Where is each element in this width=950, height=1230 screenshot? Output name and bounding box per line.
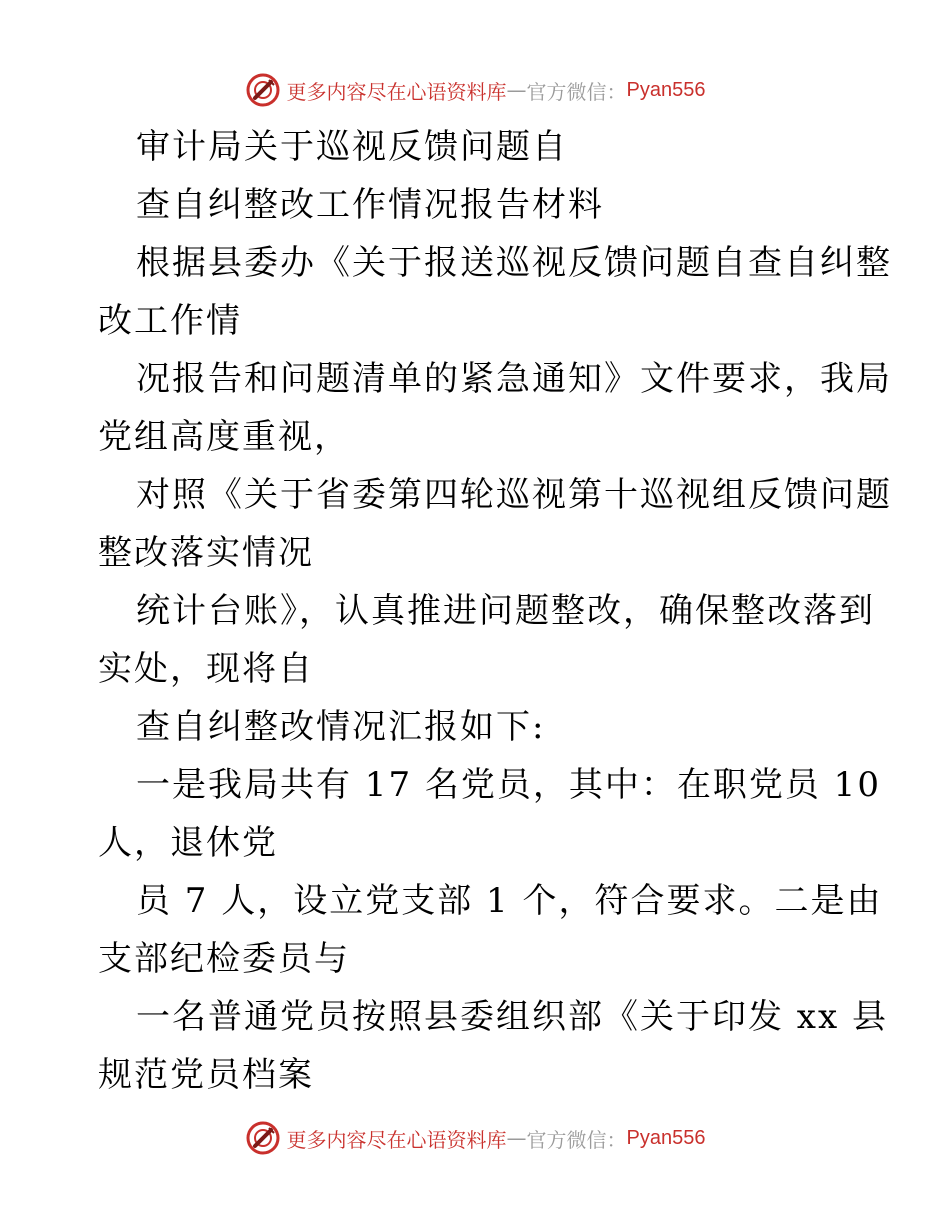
- brand-logo-icon: [245, 72, 281, 108]
- banner-separator: —: [506, 78, 527, 102]
- brand-text: 更多内容尽在心语资料库: [286, 79, 507, 104]
- paragraph-line: 党组高度重视，: [98, 417, 350, 457]
- paragraph-line: 一名普通党员按照县委组织部《关于印发 xx 县: [136, 997, 888, 1037]
- paragraph-line: 况报告和问题清单的紧急通知》文件要求，我局: [136, 359, 892, 399]
- header-banner: [0, 70, 950, 110]
- doc-title-line-2: 查自纠整改工作情况报告材料: [136, 185, 604, 225]
- paragraph-line: 查自纠整改情况汇报如下:: [136, 707, 546, 747]
- paragraph-line: 对照《关于省委第四轮巡视第十巡视组反馈问题: [136, 475, 892, 515]
- wechat-id: Pyan556: [626, 1126, 706, 1149]
- paragraph-line: 员 7 人，设立党支部 1 个，符合要求。二是由: [136, 881, 883, 921]
- paragraph-line: 统计台账》，认真推进问题整改，确保整改落到: [136, 591, 875, 631]
- paragraph-line: 一是我局共有 17 名党员，其中：在职党员 10: [136, 765, 881, 805]
- brand-text: 更多内容尽在心语资料库: [286, 1127, 507, 1152]
- paragraph-line: 整改落实情况: [98, 533, 314, 573]
- document-body: [98, 118, 892, 1104]
- banner-separator: —: [506, 1126, 527, 1150]
- doc-title-line-1: 审计局关于巡视反馈问题自: [136, 127, 568, 167]
- paragraph-line: 人，退休党: [98, 823, 278, 863]
- paragraph-line: 改工作情: [98, 301, 242, 341]
- wechat-label: 官方微信：: [526, 79, 627, 104]
- wechat-id: Pyan556: [626, 78, 706, 101]
- paragraph-line: 实处，现将自: [98, 649, 314, 689]
- paragraph-line: 根据县委办《关于报送巡视反馈问题自查自纠整: [136, 243, 892, 283]
- brand-logo-icon: [245, 1120, 281, 1156]
- footer-banner: [0, 1118, 950, 1158]
- paragraph-line: 规范党员档案: [98, 1055, 314, 1095]
- paragraph-line: 支部纪检委员与: [98, 939, 350, 979]
- wechat-label: 官方微信：: [526, 1127, 627, 1152]
